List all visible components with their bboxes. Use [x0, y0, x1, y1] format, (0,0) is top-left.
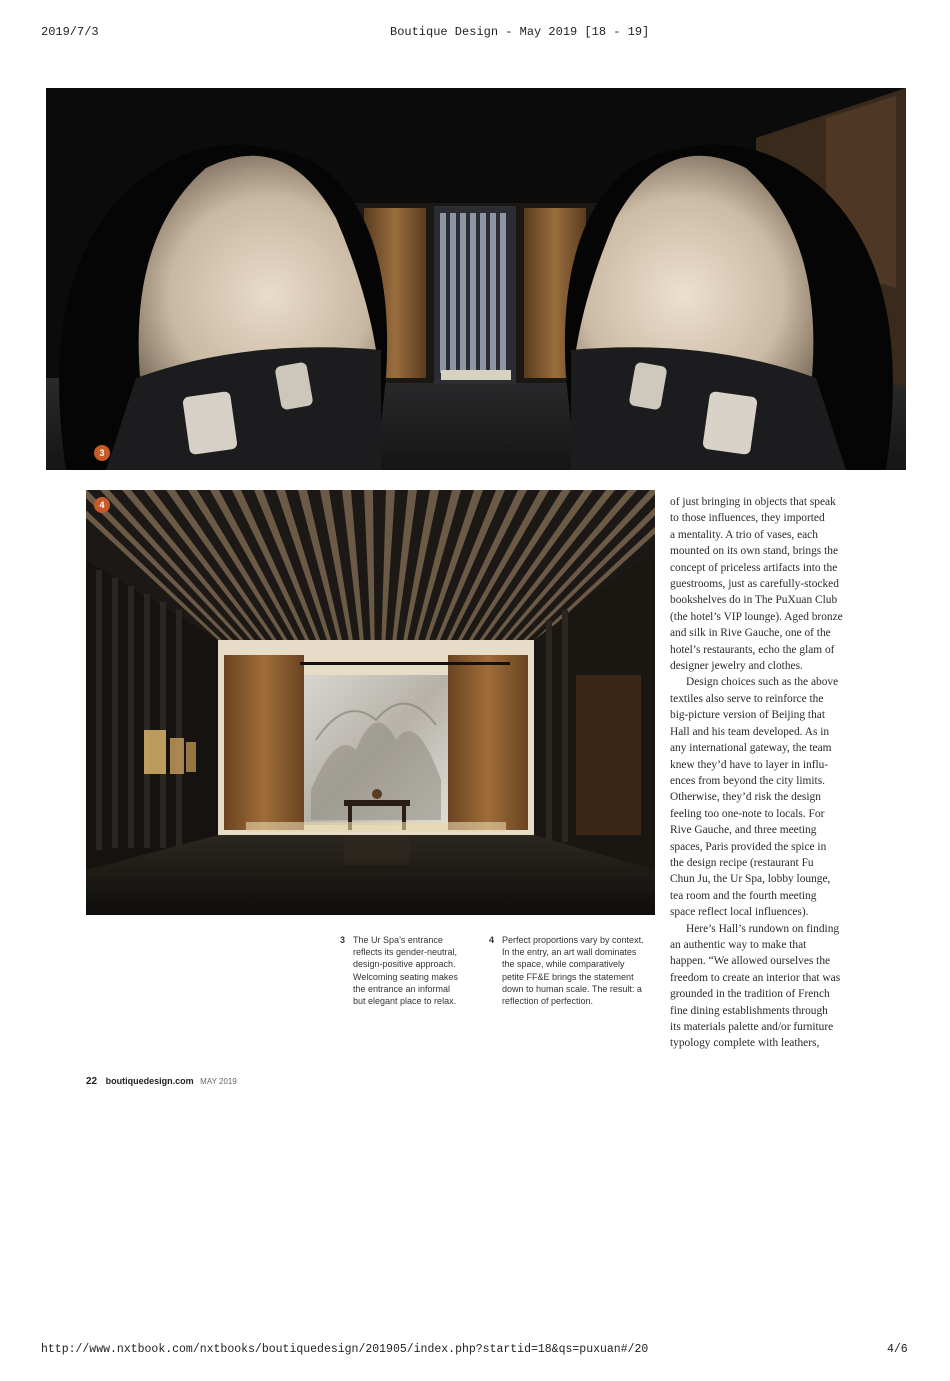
caption-line: petite FF&E brings the statement: [502, 971, 634, 982]
body-text-line: fine dining establishments through: [670, 1004, 828, 1017]
print-title: Boutique Design - May 2019 [18 - 19]: [390, 25, 650, 39]
print-page-count: 4/6: [887, 1343, 908, 1356]
caption-3-number: 3: [340, 935, 346, 945]
body-text-line: Design choices such as the above: [686, 676, 839, 689]
body-text-line: mounted on its own stand, brings the: [670, 545, 839, 558]
body-text-line: any international gateway, the team: [670, 742, 832, 755]
body-text-line: (the hotel’s VIP lounge). Aged bronze: [670, 610, 843, 623]
body-text-line: concept of priceless artifacts into the: [670, 561, 838, 574]
photo-4-number-badge: 4: [94, 497, 110, 513]
body-text-line: of just bringing in objects that speak: [670, 496, 836, 508]
body-text-line: textiles also serve to reinforce the: [670, 692, 824, 705]
caption-line: the space, while comparatively: [502, 959, 625, 970]
body-text-line: guestrooms, just as carefully-stocked: [670, 578, 839, 591]
body-text-line: space reflect local influences).: [670, 906, 809, 919]
body-text-line: Hall and his team developed. As in: [670, 725, 830, 738]
print-url[interactable]: http://www.nxtbook.com/nxtbooks/boutiquedesign/201905/index.php?startid=18&qs=puxuan#/20: [41, 1343, 649, 1356]
caption-3-text: [353, 934, 458, 1007]
caption-4-number: 4: [489, 935, 495, 945]
caption-4: [489, 934, 659, 1014]
caption-line: down to human scale. The result: a: [502, 983, 642, 994]
caption-line: In the entry, an art wall dominates: [502, 947, 637, 958]
body-text-line: knew they’d have to layer in influ-: [670, 758, 829, 771]
photo-art-wall-entry: [86, 490, 655, 915]
body-text-line: grounded in the tradition of French: [670, 988, 830, 1001]
body-text-line: the design recipe (restaurant Fu: [670, 856, 814, 869]
photo-3-number-badge: 3: [94, 445, 110, 461]
body-text-line: Chun Ju, the Ur Spa, lobby lounge,: [670, 873, 831, 886]
body-text-line: feeling too one-note to locals. For: [670, 807, 825, 820]
body-text-line: tea room and the fourth meeting: [670, 889, 817, 902]
spa-entrance-illustration: [46, 88, 906, 470]
body-text-line: happen. “We allowed ourselves the: [670, 955, 831, 968]
art-wall-entry-illustration: [86, 490, 655, 915]
site-name: boutiquedesign.com: [105, 1076, 194, 1086]
body-text-line: its materials palette and/or furniture: [670, 1021, 834, 1033]
article-body-column: [670, 494, 858, 1052]
caption-line: design-positive approach.: [353, 959, 456, 970]
caption-3: [340, 934, 480, 1014]
issue-date: MAY 2019: [200, 1077, 237, 1086]
caption-4-text: [502, 934, 644, 1007]
body-text-line: Otherwise, they’d risk the design: [670, 791, 821, 804]
body-text-line: spaces, Paris provided the spice in: [670, 840, 827, 853]
photo-spa-entrance: [46, 88, 906, 470]
body-text-line: typology complete with leathers,: [670, 1037, 820, 1050]
caption-line: The Ur Spa’s entrance: [353, 935, 443, 945]
caption-line: the entrance an informal: [353, 983, 451, 994]
caption-line: Welcoming seating makes: [353, 971, 458, 982]
body-text-line: Rive Gauche, and three meeting: [670, 824, 817, 837]
body-text-line: bookshelves do in The PuXuan Club: [670, 594, 838, 607]
body-text-line: ences from beyond the city limits.: [670, 774, 826, 787]
body-text-line: freedom to create an interior that was: [670, 971, 841, 984]
body-text-line: to those influences, they imported: [670, 512, 825, 525]
body-text-line: hotel’s restaurants, echo the glam of: [670, 643, 835, 656]
body-text-line: and silk in Rive Gauche, one of the: [670, 627, 831, 640]
page-number: 22: [86, 1076, 98, 1087]
body-text-line: big-picture version of Beijing that: [670, 709, 826, 722]
print-date: 2019/7/3: [41, 25, 99, 39]
caption-line: reflects its gender-neutral,: [353, 947, 458, 958]
body-text-line: an authentic way to make that: [670, 938, 807, 951]
page-folio: [86, 1076, 237, 1087]
caption-line: reflection of perfection.: [502, 996, 594, 1007]
caption-line: Perfect proportions vary by context.: [502, 935, 644, 945]
body-text-line: designer jewelry and clothes.: [670, 660, 803, 673]
body-text-line: Here’s Hall’s rundown on finding: [686, 922, 840, 935]
caption-line: but elegant place to relax.: [353, 996, 457, 1007]
body-text-line: a mentality. A trio of vases, each: [670, 528, 818, 541]
